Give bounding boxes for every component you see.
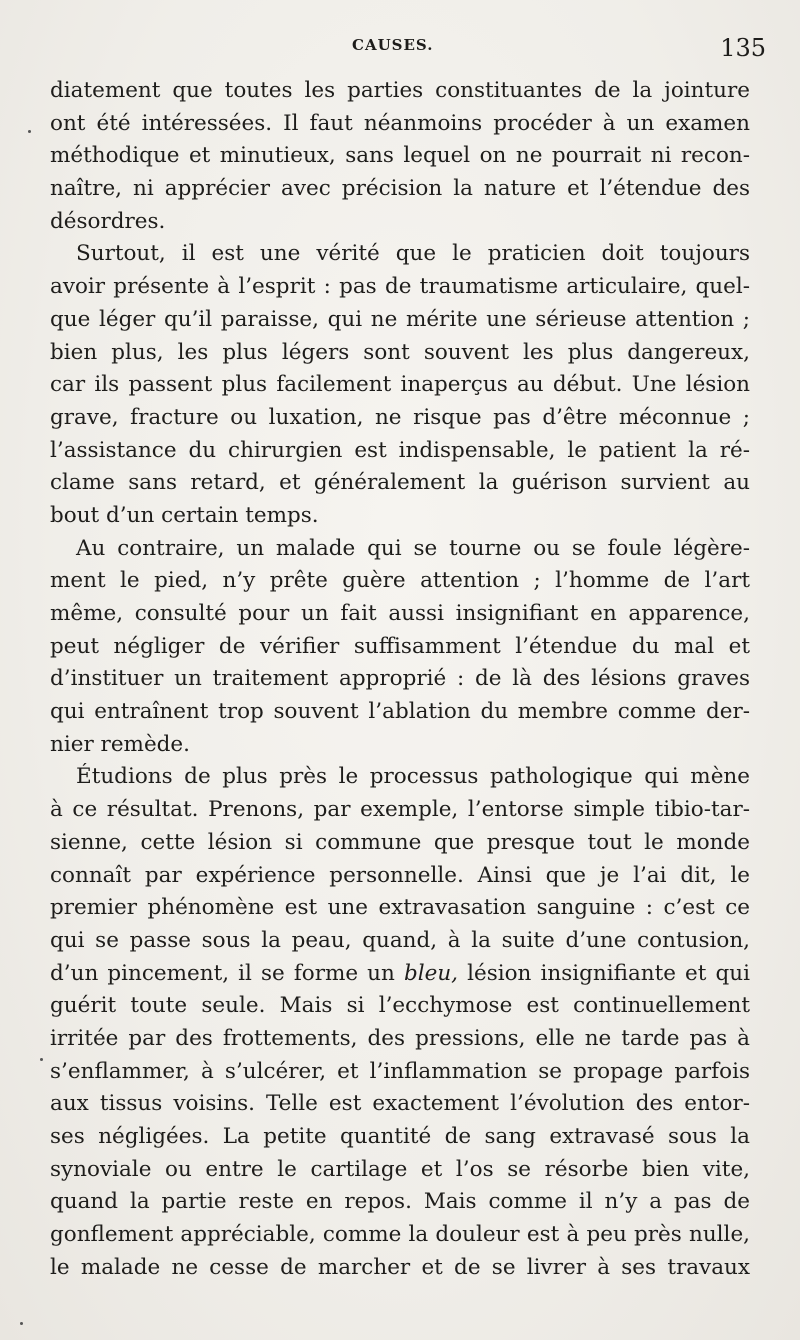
text-line: gonflement appréciable, comme la douleur est à peu près nulle, <box>50 1222 750 1248</box>
text-line: bout d’un certain temps. <box>50 502 319 528</box>
chapter-heading: CAUSES. <box>352 36 434 54</box>
text-line: méthodique et minutieux, sans lequel on ne pourrait ni recon- <box>50 143 750 169</box>
text-line: désordres. <box>50 208 166 234</box>
text-line: le malade ne cesse de marcher et de se livrer à ses travaux <box>50 1254 750 1280</box>
print-speck <box>28 130 31 133</box>
text-line: naître, ni apprécier avec précision la nature et l’étendue des <box>50 176 750 202</box>
text-line: aux tissus voisins. Telle est exactement l’évolution des entor- <box>50 1091 750 1117</box>
text-line: nier remède. <box>50 731 190 757</box>
text-line: Étudions de plus près le processus pathologique qui mène <box>76 764 750 790</box>
text-line: irritée par des frottements, des pressions, elle ne tarde pas à <box>50 1025 750 1051</box>
text-line: premier phénomène est une extravasation sanguine : c’est ce <box>50 895 750 921</box>
text-line: ment le pied, n’y prête guère attention ; l’homme de l’art <box>50 568 750 594</box>
text-line: clame sans retard, et généralement la guérison survient au <box>50 470 750 496</box>
text-line: ses négligées. La petite quantité de sang extravasé sous la <box>50 1124 750 1149</box>
text-line: guérit toute seule. Mais si l’ecchymose est continuellement <box>50 993 750 1019</box>
text-line: que léger qu’il paraisse, qui ne mérite une sérieuse attention ; <box>50 306 750 332</box>
text-line: grave, fracture ou luxation, ne risque pas d’être méconnue ; <box>50 404 750 430</box>
text-line: à ce résultat. Prenons, par exemple, l’entorse simple tibio-tar- <box>50 797 750 823</box>
text-line: connaît par expérience personnelle. Ainsi que je l’ai dit, le <box>50 862 750 888</box>
text-line: Surtout, il est une vérité que le praticien doit toujours <box>76 241 750 267</box>
text-line: sienne, cette lésion si commune que presque tout le monde <box>50 829 750 855</box>
text-line: Au contraire, un malade qui se tourne ou se foule légère- <box>76 535 750 561</box>
print-speck <box>40 1058 43 1061</box>
text-line: avoir présente à l’esprit : pas de traumatisme articulaire, quel- <box>50 274 750 300</box>
text-line: peut négliger de vérifier suffisamment l’étendue du mal et <box>50 633 750 659</box>
text-line: bien plus, les plus légers sont souvent les plus dangereux, <box>50 339 750 365</box>
text-line: l’assistance du chirurgien est indispensable, le patient la ré- <box>50 437 750 463</box>
text-line: d’instituer un traitement approprié : de là des lésions graves <box>50 666 750 692</box>
text-line: s’enflammer, à s’ulcérer, et l’inflammation se propage parfois <box>50 1058 750 1084</box>
text-segment: lésion insignifiante et qui <box>458 960 750 986</box>
text-line: même, consulté pour un fait aussi insignifiant en apparence, <box>50 601 750 626</box>
text-line <box>50 958 750 991</box>
text-line: ont été intéressées. Il faut néanmoins procéder à un examen <box>50 110 750 136</box>
text-line: qui entraînent trop souvent l’ablation du membre comme der- <box>50 699 750 725</box>
body-text <box>50 75 750 1284</box>
text-line: synoviale ou entre le cartilage et l’os se résorbe bien vite, <box>50 1156 750 1182</box>
print-speck <box>20 1322 23 1325</box>
text-line: qui se passe sous la peau, quand, à la suite d’une contusion, <box>50 927 750 953</box>
text-segment: d’un pincement, il se forme un <box>50 960 404 986</box>
page-number: 135 <box>720 34 766 62</box>
italic-word: bleu, <box>403 960 459 986</box>
text-line: car ils passent plus facilement inaperçus au début. Une lésion <box>50 372 750 398</box>
running-head <box>0 34 800 64</box>
text-line: diatement que toutes les parties constituantes de la jointure <box>50 78 750 103</box>
text-line: quand la partie reste en repos. Mais comme il n’y a pas de <box>50 1189 750 1215</box>
